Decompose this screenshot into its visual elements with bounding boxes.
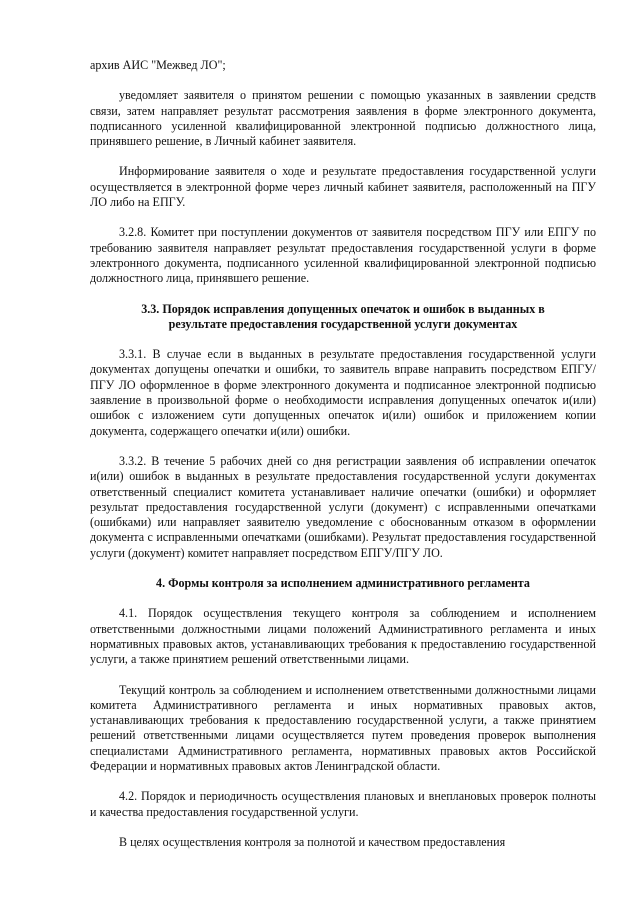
paragraph-3-2-8: 3.2.8. Комитет при поступлении документов от заявителя посредством ПГУ или ЕПГУ по требованию заявителя направляет результат предоставления государственной услуги в форме электронного документа, подписанного усиленной квалифицированной электронной подписью должностного лица, принявшего решение. xyxy=(90,225,596,286)
paragraph-3-3-1: 3.3.1. В случае если в выданных в результате предоставления государственной услуги документах допущены опечатки и ошибки, то заявитель вправе направить посредством ЕПГУ/ПГУ ЛО оформленное в форме электронного документа и подписанное электронной подписью заявление в произвольной форме о необходимости исправления допущенных опечаток и(или) ошибок с изложением сути допущенных опечаток и(или) ошибок и приложением копии документа, содержащего опечатки и(или) ошибки. xyxy=(90,347,596,438)
heading-3-3: 3.3. Порядок исправления допущенных опечаток и ошибок в выданных в результате предоставления государственной услуги документах xyxy=(141,301,545,331)
heading-section-4: 4. Формы контроля за исполнением административного регламента xyxy=(156,576,530,591)
paragraph-notify: уведомляет заявителя о принятом решении с помощью указанных в заявлении средств связи, затем направляет результат рассмотрения заявления в форме электронного документа, подписанного усиленной квалифицированной электронной подписью должностного лица, принявшего решение, в Личный кабинет заявителя. xyxy=(90,88,596,149)
paragraph-archive: архив АИС "Межвед ЛО"; xyxy=(90,58,226,72)
paragraph-informing: Информирование заявителя о ходе и результате предоставления государственной услуги осуществляется в электронной форме через личный кабинет заявителя, расположенный на ПГУ ЛО либо на ЕПГУ. xyxy=(90,164,596,210)
paragraph-control-purpose: В целях осуществления контроля за полнотой и качеством предоставления xyxy=(119,834,506,849)
paragraph-4-1: 4.1. Порядок осуществления текущего контроля за соблюдением и исполнением ответственными должностными лицами положений Административного регламента и иных нормативных правовых актов, устанавливающих требования к предоставлению государственной услуги, а также принятием решений ответственными лицами. xyxy=(90,606,596,667)
paragraph-current-control: Текущий контроль за соблюдением и исполнением ответственными должностными лицами комитета Административного регламента и иных нормативных правовых актов, устанавливающих требования к предоставлению государственной услуги, а также принятием решений ответственными лицами осуществляется путем проведения проверок выполнения специалистами Административного регламента, нормативных правовых актов Российской Федерации и нормативных правовых актов Ленинградской области. xyxy=(90,682,596,773)
paragraph-4-2: 4.2. Порядок и периодичность осуществления плановых и внеплановых проверок полноты и качества предоставления государственной услуги. xyxy=(90,789,596,819)
paragraph-3-3-2: 3.3.2. В течение 5 рабочих дней со дня регистрации заявления об исправлении опечаток и(или) ошибок в выданных в результате предоставления государственной услуги документах ответственный специалист комитета устанавливает наличие опечатки (ошибки) и оформляет результат предоставления государственной услуги (документ) с исправленными опечатками (ошибками) или направляет заявителю уведомление с обоснованным отказом в оформлении документа с исправленными опечатками (ошибками). Результат предоставления государственной услуги (документ) комитет направляет посредством ЕПГУ/ПГУ ЛО. xyxy=(90,453,596,560)
